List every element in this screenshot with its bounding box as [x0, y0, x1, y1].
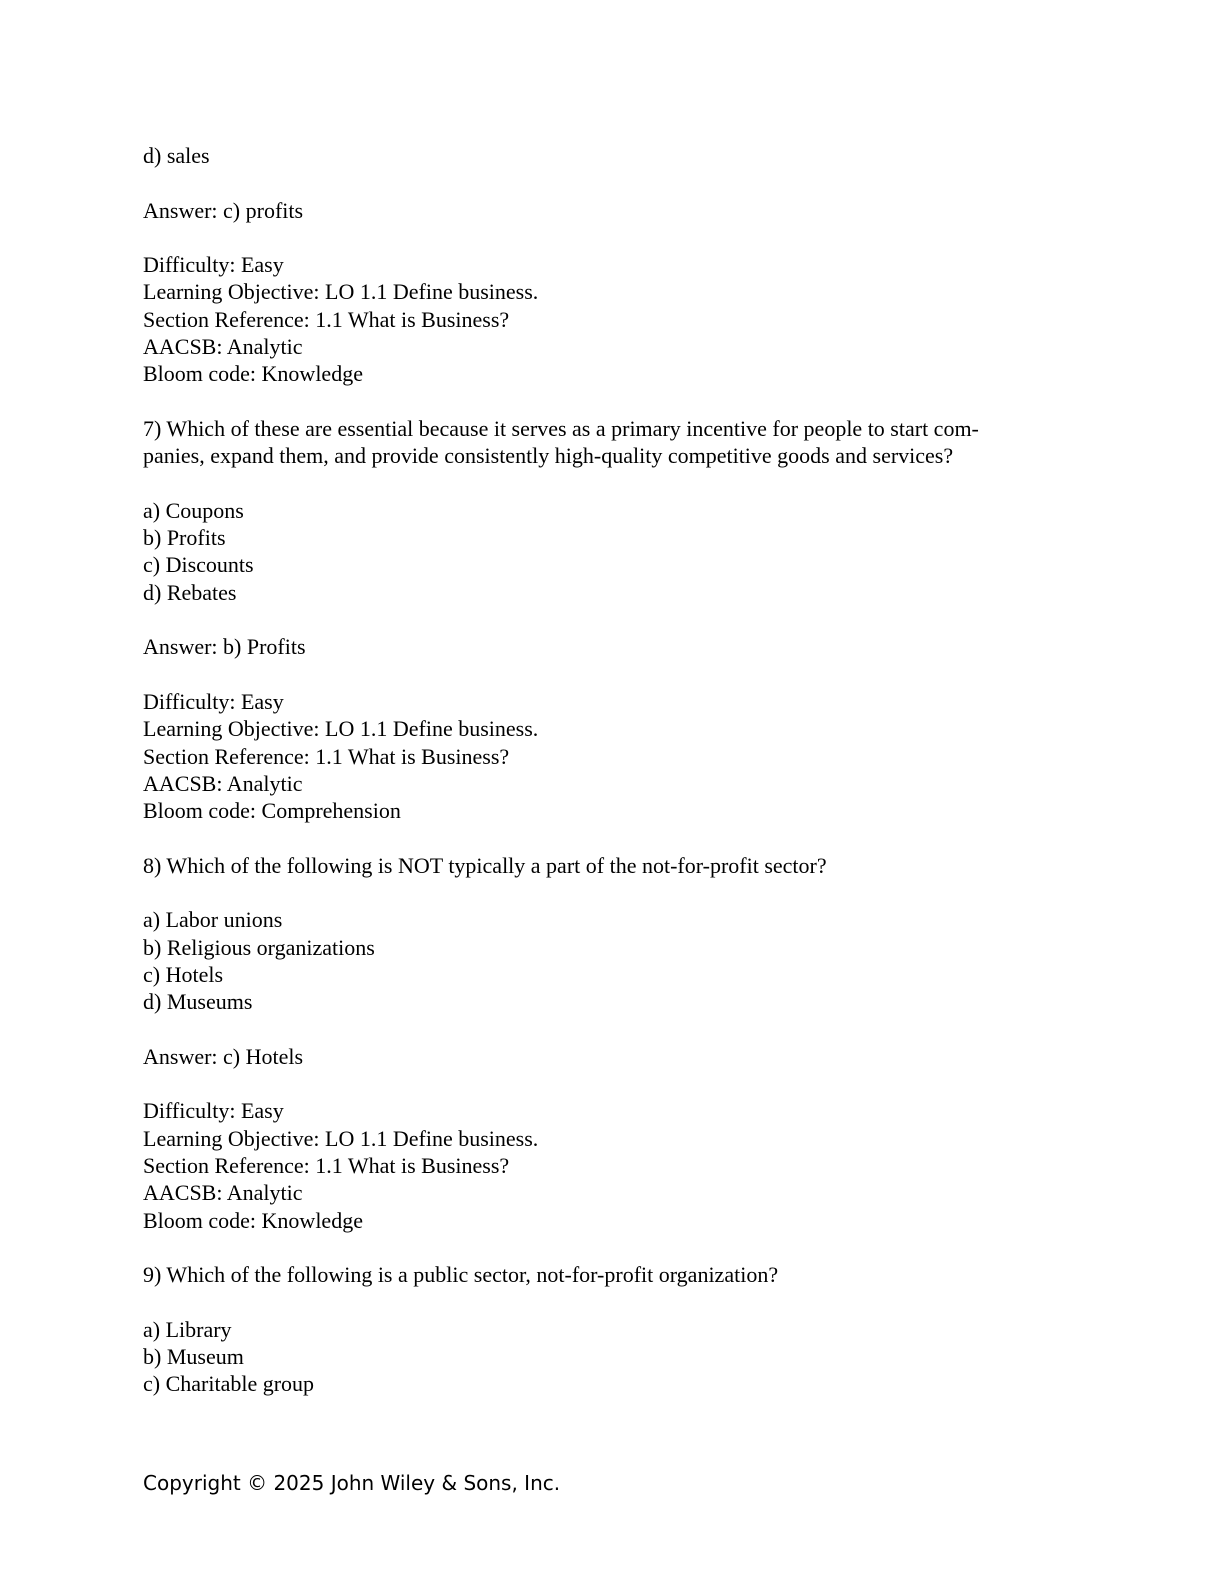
spacer	[143, 661, 1083, 688]
q7-difficulty: Difficulty: Easy	[143, 688, 284, 714]
q8-option-b: b) Religious organizations	[143, 934, 375, 960]
q6-section-reference: Section Reference: 1.1 What is Business?	[143, 306, 510, 332]
q8-section-reference: Section Reference: 1.1 What is Business?	[143, 1152, 510, 1178]
spacer	[143, 879, 1083, 906]
q9-option-a: a) Library	[143, 1316, 232, 1342]
q7-question-line-1: 7) Which of these are essential because it serves as a primary incentive for people to start com-	[143, 415, 979, 441]
q7-section-reference: Section Reference: 1.1 What is Business?	[143, 743, 510, 769]
q7-option-a: a) Coupons	[143, 497, 244, 523]
q8-bloom-code: Bloom code: Knowledge	[143, 1207, 363, 1233]
spacer	[143, 606, 1083, 633]
spacer	[143, 1016, 1083, 1043]
q9-option-b: b) Museum	[143, 1344, 244, 1370]
spacer	[143, 824, 1083, 851]
q7-option-c: c) Discounts	[143, 552, 254, 578]
q6-option-d: d) sales	[143, 143, 210, 168]
spacer	[143, 1288, 1083, 1315]
spacer	[143, 169, 1083, 196]
q7-aacsb: AACSB: Analytic	[143, 770, 303, 796]
question-9-block	[143, 1261, 1083, 1397]
q7-option-d: d) Rebates	[143, 579, 237, 605]
q6-difficulty: Difficulty: Easy	[143, 252, 284, 278]
q9-option-c: c) Charitable group	[143, 1371, 315, 1397]
copyright-footer: Copyright © 2025 John Wiley & Sons, Inc.	[143, 1471, 561, 1495]
q6-learning-objective: Learning Objective: LO 1.1 Define business.	[143, 279, 539, 305]
spacer	[143, 1234, 1083, 1261]
q6-answer: Answer: c) profits	[143, 197, 304, 223]
q7-bloom-code: Bloom code: Comprehension	[143, 798, 401, 824]
q7-question-line-2: panies, expand them, and provide consistently high-quality competitive goods and services?	[143, 443, 954, 469]
q9-question: 9) Which of the following is a public sector, not-for-profit organization?	[143, 1262, 779, 1288]
spacer	[143, 470, 1083, 497]
q8-option-a: a) Labor unions	[143, 907, 283, 933]
spacer	[143, 224, 1083, 251]
q8-answer: Answer: c) Hotels	[143, 1043, 304, 1069]
question-7-block	[143, 415, 1083, 824]
q7-learning-objective: Learning Objective: LO 1.1 Define business.	[143, 716, 539, 742]
q7-answer: Answer: b) Profits	[143, 634, 306, 660]
q6-bloom-code: Bloom code: Knowledge	[143, 361, 363, 387]
question-6-block	[143, 142, 1083, 388]
q8-option-d: d) Museums	[143, 989, 253, 1015]
question-8-block	[143, 852, 1083, 1234]
spacer	[143, 1070, 1083, 1097]
q8-question: 8) Which of the following is NOT typically a part of the not-for-profit sector?	[143, 852, 827, 878]
q8-learning-objective: Learning Objective: LO 1.1 Define business.	[143, 1125, 539, 1151]
page-content	[143, 142, 1083, 1398]
q7-option-b: b) Profits	[143, 525, 226, 551]
q6-aacsb: AACSB: Analytic	[143, 334, 303, 360]
q8-difficulty: Difficulty: Easy	[143, 1098, 284, 1124]
q8-option-c: c) Hotels	[143, 961, 224, 987]
q8-aacsb: AACSB: Analytic	[143, 1180, 303, 1206]
spacer	[143, 388, 1083, 415]
